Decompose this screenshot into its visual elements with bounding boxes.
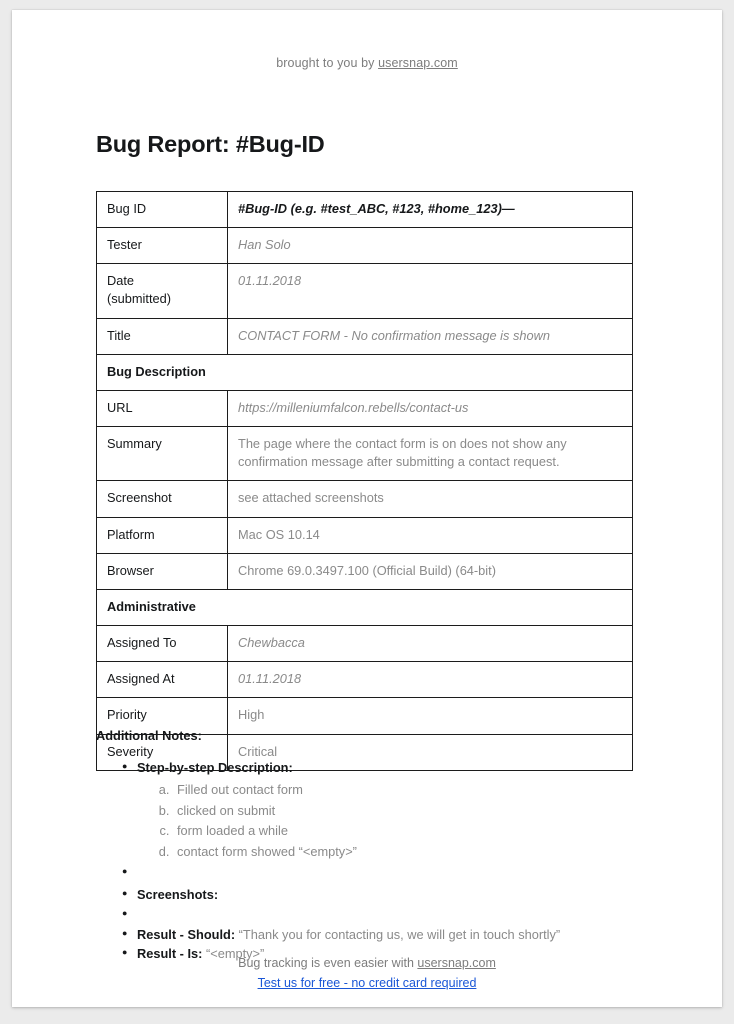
row-value-severity: Critical [228, 734, 633, 770]
row-label-screenshot: Screenshot [97, 481, 228, 517]
row-value-title: CONTACT FORM - No confirmation message is shown [228, 318, 633, 354]
notes-bullet-list [96, 758, 641, 964]
list-item-step-by-step [96, 758, 641, 863]
list-item-screenshots [96, 885, 641, 905]
row-label-date-line1: Date [107, 273, 135, 289]
row-label-date-submitted [97, 264, 228, 318]
row-label-browser: Browser [97, 553, 228, 589]
table-row [97, 517, 633, 553]
row-label-bug-id: Bug ID [97, 192, 228, 228]
row-value-screenshot: see attached screenshots [228, 481, 633, 517]
promo-prefix: brought to you by [276, 56, 379, 70]
section-label-administrative: Administrative [97, 589, 633, 625]
page-title: Bug Report: #Bug-ID [96, 130, 325, 157]
table-section-header-administrative [97, 589, 633, 625]
row-label-date-line2: (submitted) [107, 291, 172, 307]
footer-prefix: Bug tracking is even easier with [238, 956, 418, 970]
step-list [137, 780, 641, 863]
additional-notes-heading: Additional Notes: [96, 728, 202, 743]
table-row [97, 553, 633, 589]
row-value-bug-id: #Bug-ID (e.g. #test_ABC, #123, #home_123)— [228, 192, 633, 228]
row-label-platform: Platform [97, 517, 228, 553]
promo-line [12, 56, 722, 70]
spacer [96, 863, 641, 885]
footer-line-2 [12, 973, 722, 993]
list-item: b. clicked on submit [173, 801, 641, 822]
list-item-result-should [96, 925, 641, 945]
table-row [97, 192, 633, 228]
table-row [97, 228, 633, 264]
list-item: c. form loaded a while [173, 821, 641, 842]
section-label-bug-description: Bug Description [97, 354, 633, 390]
row-label-assigned-at: Assigned At [97, 662, 228, 698]
row-value-date-submitted: 01.11.2018 [228, 264, 633, 318]
row-label-tester: Tester [97, 228, 228, 264]
table-section-header-bug-description [97, 354, 633, 390]
result-should-value: “Thank you for contacting us, we will get in touch shortly” [235, 926, 561, 942]
result-is-value: “<empty>” [202, 946, 265, 962]
usersnap-footer-link[interactable]: usersnap.com [417, 956, 496, 970]
row-value-platform: Mac OS 10.14 [228, 517, 633, 553]
row-label-title: Title [97, 318, 228, 354]
table-row [97, 427, 633, 481]
row-label-assigned-to: Assigned To [97, 626, 228, 662]
table-row [97, 626, 633, 662]
footer-line-1 [12, 953, 722, 973]
row-value-assigned-at: 01.11.2018 [228, 662, 633, 698]
bug-report-table [96, 191, 633, 771]
row-label-severity: Severity [97, 734, 228, 770]
document-page [12, 10, 722, 1007]
row-value-assigned-to: Chewbacca [228, 626, 633, 662]
spacer [96, 905, 641, 925]
result-should-label: Result - Should: [137, 926, 236, 942]
list-item: d. contact form showed “<empty>” [173, 842, 641, 863]
row-value-tester: Han Solo [228, 228, 633, 264]
row-value-browser: Chrome 69.0.3497.100 (Official Build) (64-bit) [228, 553, 633, 589]
row-label-summary: Summary [97, 427, 228, 481]
row-label-priority: Priority [97, 698, 228, 734]
row-value-url: https://milleniumfalcon.rebells/contact-us [228, 390, 633, 426]
table-row [97, 264, 633, 318]
table-row [97, 481, 633, 517]
usersnap-header-link[interactable]: usersnap.com [378, 56, 458, 70]
screenshots-label: Screenshots: [137, 886, 219, 902]
row-value-summary: The page where the contact form is on does not show any confirmation message after submitting a contact request. [228, 427, 633, 481]
list-item: a. Filled out contact form [173, 780, 641, 801]
free-trial-cta-link[interactable]: Test us for free - no credit card required [257, 976, 477, 990]
table-row [97, 390, 633, 426]
page-footer [12, 953, 722, 993]
result-is-label: Result - Is: [137, 946, 203, 962]
row-label-url: URL [97, 390, 228, 426]
step-by-step-label: Step-by-step Description: [137, 760, 293, 775]
additional-notes-section [96, 758, 641, 964]
table-row [97, 662, 633, 698]
row-value-priority: High [228, 698, 633, 734]
table-row [97, 318, 633, 354]
